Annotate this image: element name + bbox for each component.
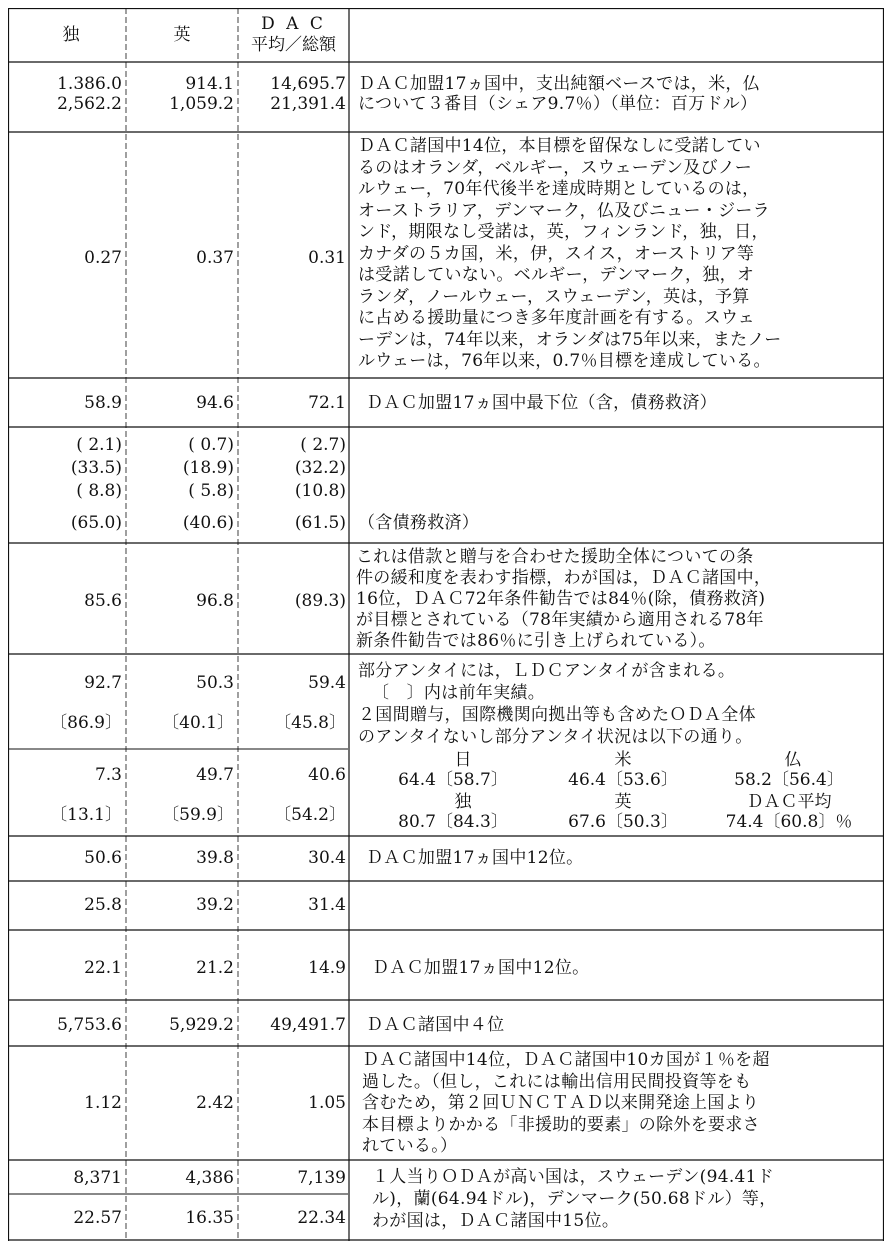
split-uk-value: 67.6〔50.3〕 bbox=[568, 812, 678, 832]
r6-uk-b: 〔40.1〕 bbox=[162, 713, 234, 733]
r6-dac-a: 59.4 bbox=[308, 673, 346, 693]
r12-uk-b: 16.35 bbox=[185, 1208, 234, 1228]
r1-note: ＤＡＣ加盟17ヵ国中，支出純額ベースでは，米，仏 について３番目（シェア9.7％）（単位：百万ドル） bbox=[358, 74, 760, 114]
r4-uk-c: ( 5.8) bbox=[188, 481, 234, 501]
split-japan-value: 64.4〔58.7〕 bbox=[398, 770, 508, 790]
r8-dac: 31.4 bbox=[308, 895, 346, 915]
header-dac-line1: D A C bbox=[261, 14, 326, 34]
r1-dac-a: 14,695.7 bbox=[270, 74, 346, 94]
r10-note: ＤＡＣ諸国中４位 bbox=[366, 1015, 505, 1035]
r5-note: これは借款と贈与を合わせた援助全体についての条 件の緩和度を表わす指標，わが国は，ＤＡＣ諸国中， 16位，ＤＡＣ72年条件勧告では84％(除，債務救済) が目標とされている（78年実績から適用される78年 新条件勧告では86％に引き上げられている）。 bbox=[356, 547, 772, 651]
r4-uk-a: ( 0.7) bbox=[188, 435, 234, 455]
r6-germany-a: 92.7 bbox=[84, 673, 122, 693]
r3-note: ＤＡＣ加盟17ヵ国中最下位（含，債務救済） bbox=[366, 393, 717, 413]
header-germany: 独 bbox=[62, 25, 80, 45]
r1-uk-b: 1,059.2 bbox=[169, 94, 234, 114]
r5-uk: 96.8 bbox=[196, 591, 234, 611]
r2-dac: 0.31 bbox=[308, 248, 346, 268]
r7-uk: 39.8 bbox=[196, 848, 234, 868]
r5-germany: 85.6 bbox=[84, 591, 122, 611]
r4-note: （含債務救済） bbox=[358, 513, 480, 533]
r11-germany: 1.12 bbox=[84, 1093, 122, 1113]
split-france-value: 58.2〔56.4〕 bbox=[734, 770, 844, 790]
r10-dac: 49,491.7 bbox=[270, 1015, 346, 1035]
header-dac-line2: 平均／総額 bbox=[251, 35, 336, 55]
r12-germany-a: 8,371 bbox=[73, 1168, 122, 1188]
r8-germany: 25.8 bbox=[84, 895, 122, 915]
r4-uk-b: (18.9) bbox=[182, 458, 234, 478]
r6-uk-c: 49.7 bbox=[196, 765, 234, 785]
r11-note: ＤＡＣ諸国中14位，ＤＡＣ諸国中10カ国が１％を超 過した。（但し，これには輸出信用民間投資等をも 含むため，第２回ＵＮＣＴＡＤ以来開発途上国より 本目標よりかかる「非援助的要素」の除外を要求さ れている。） bbox=[362, 1050, 770, 1156]
r9-note: ＤＡＣ加盟17ヵ国中12位。 bbox=[372, 958, 590, 978]
split-japan-label: 日 bbox=[454, 750, 472, 770]
r12-germany-b: 22.57 bbox=[73, 1208, 122, 1228]
header-uk: 英 bbox=[173, 25, 191, 45]
r6-germany-b: 〔86.9〕 bbox=[50, 713, 122, 733]
r12-uk-a: 4,386 bbox=[185, 1168, 234, 1188]
r11-uk: 2.42 bbox=[196, 1093, 234, 1113]
r12-dac-b: 22.34 bbox=[297, 1208, 346, 1228]
r6-note: 部分アンタイには，ＬＤＣアンタイが含まれる。 〔 〕内は前年実績。 ２国間贈与，国際機関向拠出等も含めたＯＤＡ全体 のアンタイないし部分アンタイ状況は以下の通り。 bbox=[358, 661, 756, 747]
r10-uk: 5,929.2 bbox=[169, 1015, 234, 1035]
r7-dac: 30.4 bbox=[308, 848, 346, 868]
r9-dac: 14.9 bbox=[308, 958, 346, 978]
split-germany-label: 独 bbox=[454, 792, 472, 812]
split-france-label: 仏 bbox=[784, 750, 802, 770]
r9-uk: 21.2 bbox=[196, 958, 234, 978]
split-germany-value: 80.7〔84.3〕 bbox=[398, 812, 508, 832]
r7-note: ＤＡＣ加盟17ヵ国中12位。 bbox=[366, 848, 584, 868]
split-dac-value: 74.4〔60.8〕％ bbox=[725, 812, 853, 832]
r4-uk-d: (40.6) bbox=[182, 513, 234, 533]
r4-dac-c: (10.8) bbox=[294, 481, 346, 501]
r6-germany-c: 7.3 bbox=[94, 765, 122, 785]
split-dac-label: ＤＡＣ平均 bbox=[746, 792, 832, 812]
r4-dac-d: (61.5) bbox=[294, 513, 346, 533]
split-us-value: 46.4〔53.6〕 bbox=[568, 770, 678, 790]
r11-dac: 1.05 bbox=[308, 1093, 346, 1113]
r6-dac-b: 〔45.8〕 bbox=[274, 713, 346, 733]
r10-germany: 5,753.6 bbox=[57, 1015, 122, 1035]
r1-uk-a: 914.1 bbox=[185, 74, 234, 94]
r4-dac-a: ( 2.7) bbox=[300, 435, 346, 455]
r12-note: １人当りＯＤＡが高い国は，スウェーデン(94.41ド ル)，蘭(64.94ドル)，デンマーク(50.68ドル）等， わが国は，ＤＡＣ諸国中15位。 bbox=[372, 1167, 777, 1231]
r4-germany-a: ( 2.1) bbox=[76, 435, 122, 455]
r3-germany: 58.9 bbox=[84, 393, 122, 413]
split-uk-label: 英 bbox=[614, 792, 632, 812]
r4-germany-b: (33.5) bbox=[70, 458, 122, 478]
r12-dac-a: 7,139 bbox=[297, 1168, 346, 1188]
r5-dac: (89.3) bbox=[294, 591, 346, 611]
r6-dac-c: 40.6 bbox=[308, 765, 346, 785]
r1-germany-a: 1.386.0 bbox=[57, 74, 122, 94]
r7-germany: 50.6 bbox=[84, 848, 122, 868]
r4-germany-c: ( 8.8) bbox=[76, 481, 122, 501]
r6-dac-d: 〔54.2〕 bbox=[274, 805, 346, 825]
r4-germany-d: (65.0) bbox=[70, 513, 122, 533]
r6-uk-a: 50.3 bbox=[196, 673, 234, 693]
r1-dac-b: 21,391.4 bbox=[270, 94, 346, 114]
r9-germany: 22.1 bbox=[84, 958, 122, 978]
r1-germany-b: 2,562.2 bbox=[57, 94, 122, 114]
split-us-label: 米 bbox=[614, 750, 632, 770]
r3-uk: 94.6 bbox=[196, 393, 234, 413]
r6-uk-d: 〔59.9〕 bbox=[162, 805, 234, 825]
r8-uk: 39.2 bbox=[196, 895, 234, 915]
r3-dac: 72.1 bbox=[308, 393, 346, 413]
oda-comparison-table bbox=[8, 8, 884, 1241]
r4-dac-b: (32.2) bbox=[294, 458, 346, 478]
r2-uk: 0.37 bbox=[196, 248, 234, 268]
r2-note: ＤＡＣ諸国中14位，本目標を留保なしに受諾してい るのはオランダ，ベルギー，スウェーデン及びノー ルウェー，70年代後半を達成時期としているのは， オーストラリア，デンマーク，仏及びニュー・ジーラ ンド，期限なし受諾は，英，フィンランド，独，日， カナダの５カ国，米，伊，スイス，オーストリア等 は受諾していない。ベルギー，デンマーク，独，オ ランダ，ノールウェー，スウェーデン，英は，予算 に占める援助量につき多年度計画を有する。スウェ ーデンは，74年以来，オランダは75年以来，またノー ルウェーは，76年以来，0.7％目標を達成している。 bbox=[358, 136, 782, 371]
r6-germany-d: 〔13.1〕 bbox=[50, 805, 122, 825]
r2-germany: 0.27 bbox=[84, 248, 122, 268]
